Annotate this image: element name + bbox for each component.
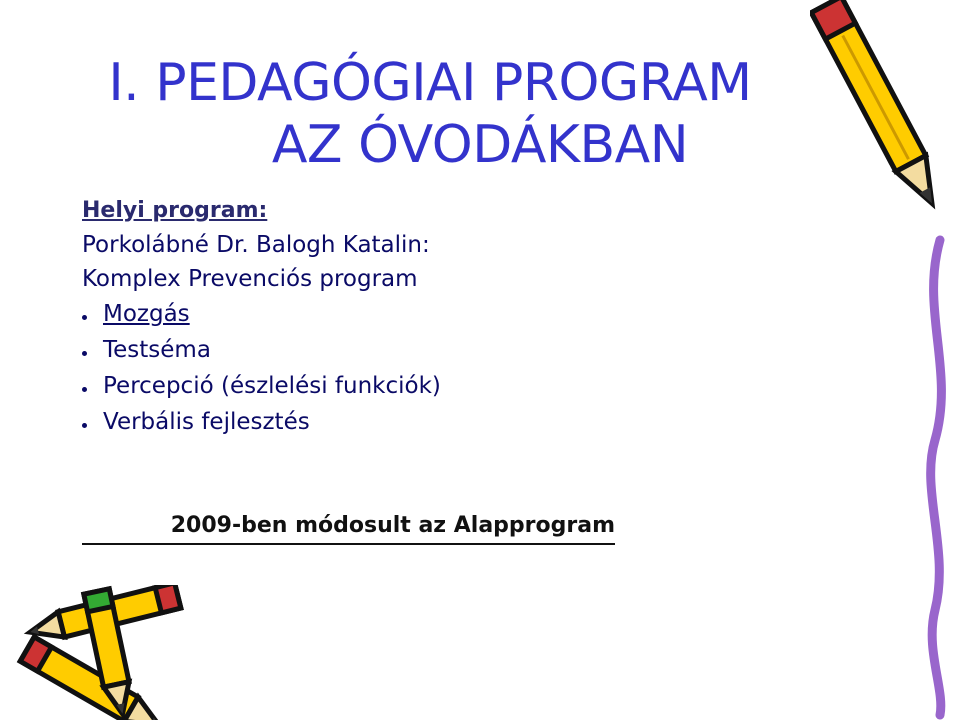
bullet-text: Verbális fejlesztés (103, 409, 310, 435)
pencil-icon (70, 585, 150, 720)
slide-content (82, 194, 862, 440)
bullet-text: Percepció (észlelési funkciók) (103, 373, 441, 399)
bullet-icon (82, 351, 87, 356)
title-line-1: I. PEDAGÓGIAI PROGRAM (108, 53, 752, 113)
title-line-2: AZ ÓVODÁKBAN (271, 115, 689, 175)
list-item (82, 332, 862, 368)
list-item (82, 296, 862, 332)
author-line: Porkolábné Dr. Balogh Katalin: (82, 232, 430, 258)
list-item (82, 404, 862, 440)
bullet-icon (82, 423, 87, 428)
pencil-icon (810, 0, 960, 230)
list-item (82, 368, 862, 404)
bullet-icon (82, 315, 87, 320)
slide-title (0, 52, 860, 176)
bullet-icon (82, 387, 87, 392)
section-heading: Helyi program: (82, 198, 268, 223)
footer-note: 2009-ben módosult az Alapprogram (82, 510, 615, 545)
bullet-text: Testséma (103, 337, 211, 363)
bullet-list (82, 296, 862, 440)
program-line: Komplex Prevenciós program (82, 266, 418, 292)
decorative-frame-curve (900, 230, 960, 720)
bullet-text[interactable]: Mozgás (103, 301, 190, 327)
